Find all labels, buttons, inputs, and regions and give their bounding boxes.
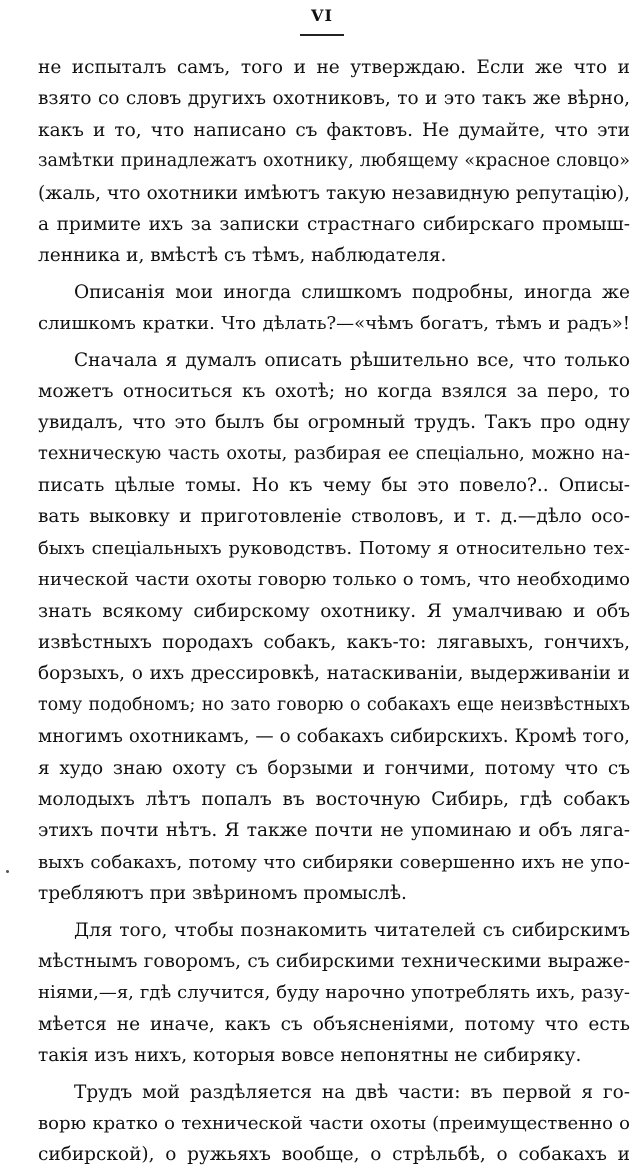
text-line: ніями,—я, гдѣ случится, буду нарочно употреблять ихъ, разу- bbox=[38, 982, 630, 1004]
text-line: вать выковку и приготовленіе стволовъ, и т. д.—дѣло осо- bbox=[38, 506, 630, 528]
text-line: замѣтки принадлежатъ охотнику, любящему «красное словцо» bbox=[38, 151, 630, 172]
text-line: писать цѣлые томы. Но къ чему бы это повело?.. Описы- bbox=[38, 475, 630, 497]
page-number-rule bbox=[300, 34, 344, 36]
text-line: сибирской), о ружьяхъ вообще, о стрѣльбѣ, о собакахъ и bbox=[38, 1144, 630, 1166]
text-line: нической части охоты говорю только о томъ, что необходимо bbox=[38, 569, 630, 591]
text-line: Для того, чтобы познакомить читателей съ сибирскимъ bbox=[74, 919, 630, 941]
text-line: такія изъ нихъ, которыя вовсе непонятны не сибиряку. bbox=[38, 1045, 582, 1067]
text-line: мѣется не иначе, какъ съ объясненіями, потому что есть bbox=[38, 1013, 630, 1035]
text-line: увидалъ, что это былъ бы огромный трудъ. Такъ про одну bbox=[38, 412, 630, 434]
text-line: ленника и, вмѣстѣ съ тѣмъ, наблюдателя. bbox=[38, 245, 447, 267]
text-line: борзыхъ, о ихъ дрессировкѣ, натаскиваніи, выдерживаніи и bbox=[38, 663, 630, 685]
text-line: (жаль, что охотники имѣютъ такую незавидную репутацію), bbox=[38, 182, 630, 204]
text-line: ворю кратко о технической части охоты (преимущественно о bbox=[38, 1112, 630, 1134]
text-line: Описанія мои иногда слишкомъ подробны, иногда же bbox=[74, 281, 630, 303]
text-line: Сначала я думалъ описать рѣшительно все, что только bbox=[74, 349, 630, 371]
text-line: знать всякому сибирскому охотнику. Я умалчиваю и объ bbox=[38, 600, 630, 622]
text-line: требляютъ при звѣриномъ промыслѣ. bbox=[38, 883, 407, 905]
text-line: выхъ собакахъ, потому что сибиряки совершенно ихъ не упо- bbox=[38, 851, 630, 873]
text-line: тому подобномъ; но зато говорю о собакахъ еще неизвѣстныхъ bbox=[38, 694, 630, 715]
text-line: взято со словъ другихъ охотниковъ, то и это такъ же вѣрно, bbox=[38, 88, 630, 110]
text-line: Трудъ мой раздѣляется на двѣ части: въ первой я го- bbox=[74, 1081, 630, 1103]
text-line: какъ и то, что написано съ фактовъ. Не думайте, что эти bbox=[38, 119, 630, 141]
text-line: я худо знаю охоту съ борзыми и гончими, потому что съ bbox=[38, 757, 630, 779]
text-line: многимъ охотникамъ, — о собакахъ сибирскихъ. Кромѣ того, bbox=[38, 726, 630, 748]
text-line: мѣстнымъ говоромъ, съ сибирскими техническими выраже- bbox=[38, 950, 630, 972]
page-number: VI bbox=[311, 6, 333, 25]
text-line: можетъ относиться къ охотѣ; но когда взялся за перо, то bbox=[38, 380, 630, 402]
text-line: быхъ спеціальныхъ руководствъ. Потому я относительно тех- bbox=[38, 537, 630, 559]
text-line: молодыхъ лѣтъ попалъ въ восточную Сибирь, гдѣ собакъ bbox=[38, 788, 630, 810]
text-line: а примите ихъ за записки страстнаго сибирскаго промыш- bbox=[38, 213, 630, 235]
text-line: слишкомъ кратки. Что дѣлать?—«чѣмъ богатъ, тѣмъ и радъ»! bbox=[38, 313, 630, 335]
text-line: не испыталъ самъ, того и не утверждаю. Если же что и bbox=[38, 57, 630, 78]
text-line: техническую часть охоты, разбирая ее спеціально, можно на- bbox=[38, 443, 630, 464]
body-text bbox=[38, 52, 630, 1171]
margin-speck bbox=[6, 870, 9, 873]
text-line: извѣстныхъ породахъ собакъ, какъ-то: лягавыхъ, гончихъ, bbox=[38, 632, 630, 654]
text-line: этихъ почти нѣтъ. Я также почти не упоминаю и объ ляга- bbox=[38, 820, 630, 842]
